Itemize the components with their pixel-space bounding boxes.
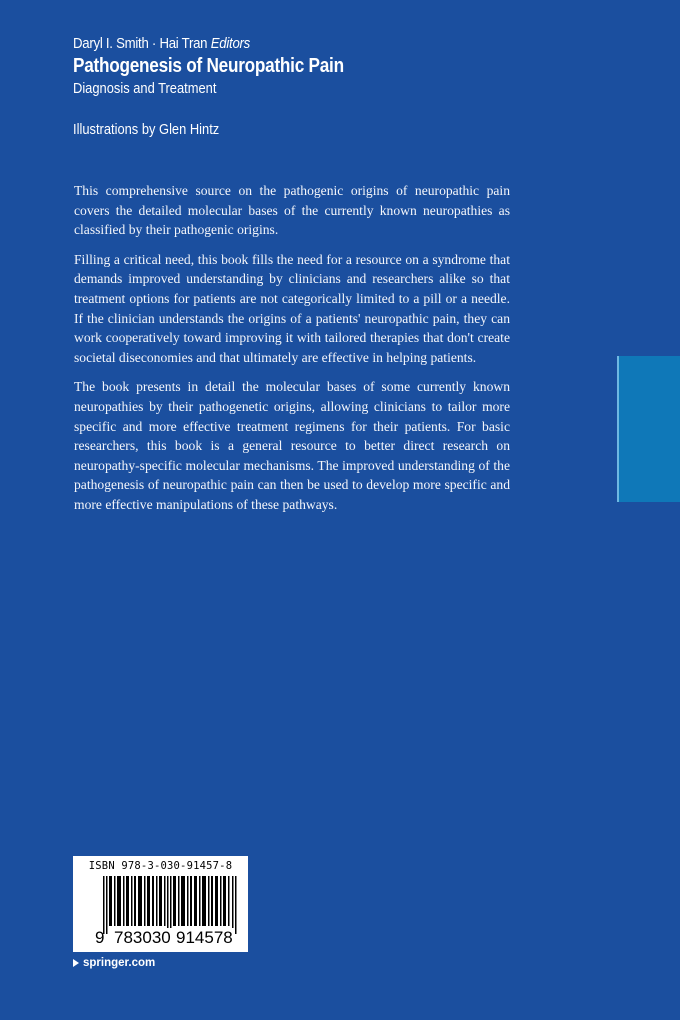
barcode-digit-prefix: 9 [95, 928, 105, 947]
blurb [74, 181, 510, 525]
blurb-paragraph: The book presents in detail the molecular bases of some currently known neuropathies by their pathogenetic origins, allowing clinicians to tailor more specific and more effective treatment regimens for their patients. For basic researchers, this book is a general resource to better direct research on neuropathy-specific molecular mechanisms. The improved understanding of the pathogenesis of neuropathic pain can then be used to develop more specific and more effective manipulations of these pathways. [74, 379, 510, 512]
barcode-digit-group2: 914578 [176, 928, 233, 947]
editors-role: Editors [210, 35, 251, 52]
triangle-right-icon [73, 959, 79, 967]
barcode-bars-icon [103, 876, 237, 934]
book-title: Pathogenesis of Neuropathic Pain [73, 55, 344, 77]
barcode-digit-group1: 783030 [114, 928, 171, 947]
book-subtitle: Diagnosis and Treatment [73, 80, 217, 97]
spine-color-tab [617, 356, 680, 502]
springer-link[interactable] [73, 957, 155, 969]
springer-link-label: springer.com [83, 957, 156, 969]
editors-line [73, 34, 350, 54]
blurb-paragraph: Filling a critical need, this book fills the need for a resource on a syndrome that demands improved understanding by clinicians and researchers alike so that treatment options for patients are not categorically limited to a pill or a needle. If the clinician understands the origins of a patients' neuropathic pain, they can work cooperatively toward improving it with tailored therapies that don't create societal diseconomies and that ultimately are effective in helping patients. [74, 251, 510, 365]
blurb-paragraph: This comprehensive source on the pathogenic origins of neuropathic pain covers the detailed molecular bases of the currently known neuropathies as classified by their pathogenic origins. [74, 183, 510, 238]
isbn-barcode [73, 856, 248, 952]
isbn-label: ISBN 978-3-030-91457-8 [88, 860, 233, 872]
authors: Daryl I. Smith · Hai Tran [73, 35, 208, 52]
cover-header [73, 34, 388, 140]
illustrator-credit: Illustrations by Glen Hintz [73, 121, 220, 138]
